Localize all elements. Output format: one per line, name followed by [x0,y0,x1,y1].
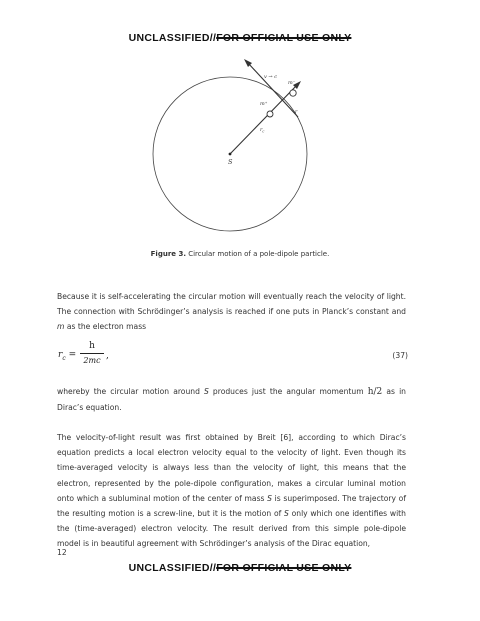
radius-line [230,85,297,154]
struck-marking: FOR OFFICIAL USE ONLY [216,32,352,44]
equation-fraction [80,340,104,366]
paragraph-3: The velocity-of-light result was first obtained by Breit [6], according to which Dirac’s equation predicts a local electron velocity equal to the velocity of light. Even though its time-averaged velocity is always less than the velocity of light, this means that the electron, represented by the pole-dipole configuration, makes a circular luminal motion onto which a subluminal motion of the center of mass S is superimposed. The trajectory of the resulting motion is a screw-line, but it is the motion of S only which one identifies with the (time-averaged) electron velocity. The result derived from this simple pole-dipole model is in beautiful agreement with Schrödinger’s analysis of the Dirac equation, [57,433,406,549]
caption-text: Circular motion of a pole-dipole particle. [185,250,330,258]
equation-lhs: $r_c$ = [58,350,77,362]
velocity-line [248,63,298,117]
fraction-bar [80,353,104,354]
struck-marking: FOR OFFICIAL USE ONLY [216,562,352,574]
label-velocity: v → c [264,74,277,80]
equation-numerator: h [89,341,95,351]
caption-label: Figure 3. [150,250,186,258]
label-m-minus: m⁻ [288,80,296,86]
figure-caption [0,250,480,258]
paragraph-1: Because it is self-accelerating the circular motion will eventually reach the velocity of light. The connection with Schrödinger’s analysis is reached if one puts in Planck’s constant and m as the electron mass [57,292,406,332]
label-rc: $r_c$ [260,127,265,134]
classification-footer [0,562,480,574]
equation-37: $r_c$ = h 2mc , (37) [58,341,408,365]
classification-label: UNCLASSIFIED// [128,562,217,574]
label-r: r [295,109,298,115]
pole-dipole-figure [140,55,340,245]
equation-number: (37) [392,351,408,360]
label-m-plus: m⁺ [260,101,268,107]
mass-plus-dot [290,90,296,96]
classification-label: UNCLASSIFIED// [128,32,217,44]
page-number: 12 [57,548,67,557]
center-of-mass-dot [229,153,232,156]
label-s: S [228,158,233,166]
mass-minus-dot [267,111,273,117]
equation-denominator: 2mc [83,356,101,365]
classification-header [0,32,480,44]
paragraph-2: whereby the circular motion around S produces just the angular momentum h/2 as in Dirac’s equation. [57,387,406,413]
